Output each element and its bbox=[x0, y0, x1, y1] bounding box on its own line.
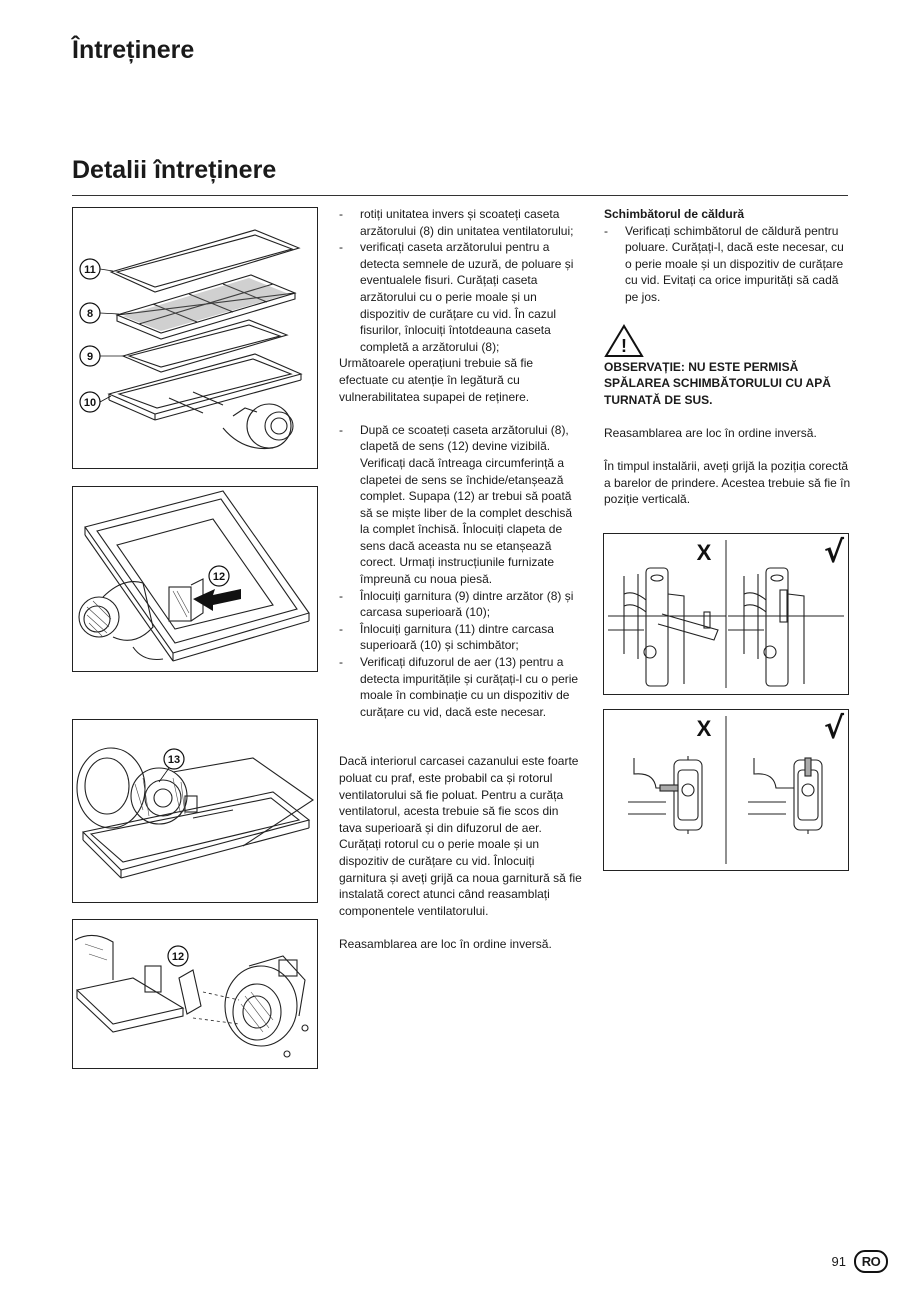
middle-column bbox=[339, 206, 583, 953]
figure-fan-removal bbox=[72, 919, 318, 1069]
label-13: 13 bbox=[167, 754, 181, 766]
figure-air-diffuser bbox=[72, 719, 318, 903]
list-item: - Înlocuiți garnitura (9) dintre arzător (8) și carcasa superioară (10); bbox=[339, 588, 583, 621]
label-10: 10 bbox=[83, 397, 97, 409]
label-11: 11 bbox=[84, 264, 96, 276]
heat-exchanger-list bbox=[604, 223, 852, 306]
warning-symbol: ! bbox=[621, 335, 627, 356]
language-badge: RO bbox=[854, 1250, 888, 1273]
removal-steps-list bbox=[339, 206, 583, 355]
page-footer bbox=[832, 1250, 888, 1273]
page-title: Întreținere bbox=[72, 36, 195, 64]
warning-text: OBSERVAȚIE: NU ESTE PERMISĂ SPĂLAREA SCHIMBĂTORULUI CU APĂ TURNATĂ DE SUS. bbox=[604, 359, 831, 407]
wrong-mark-2: X bbox=[696, 716, 712, 741]
list-item: - verificați caseta arzătorului pentru a detecta semnele de uzură, de poluare și eventualele fisuri. Curățați caseta arzătorului cu o perie moale și un dispozitiv de curățare cu vid. În cazul fisurilor, înlocuiți întotdeauna caseta completă a arzătorului (8); bbox=[339, 239, 583, 355]
label-9: 9 bbox=[86, 351, 94, 363]
figure-clamp-bars-front bbox=[603, 709, 849, 871]
heat-exchanger-heading: Schimbătorul de căldură bbox=[604, 207, 745, 221]
section-divider bbox=[72, 195, 848, 196]
warning-icon bbox=[604, 324, 852, 358]
label-12: 12 bbox=[212, 571, 226, 583]
right-mark-2: √ bbox=[823, 711, 845, 746]
list-item: - Verificați difuzorul de aer (13) pentru a detecta impuritățile și curățați-l cu o perie moale în combinație cu un dispozitiv de curățare cu vid, dacă este necesar. bbox=[339, 654, 583, 720]
label-8: 8 bbox=[86, 308, 94, 320]
list-item: - După ce scoateți caseta arzătorului (8), clapetă de sens (12) devine vizibilă. Verificați dacă întreaga circumferință a clapetei de sens se închide/etanșează complet. Supapa (12) ar trebui să poată să se miște liber de la complet deschisă la complet închisă. Înlocuiți clapeta de sens dacă aceasta nu se etanșează corect. Urmați instrucțiunile furnizate împreună cu noua piesă. bbox=[339, 422, 583, 588]
list-item: - Verificați schimbătorul de căldură pentru poluare. Curățați-l, dacă este necesar, cu o perie moale și un dispozitiv de curățare cu vid. Evitați ca orice impurități să cadă pe jos. bbox=[604, 223, 852, 306]
installation-paragraph: În timpul instalării, aveți grijă la poziția corectă a barelor de prindere. Acestea trebuie să fie în poziție verticală. bbox=[604, 459, 851, 507]
page-number: 91 bbox=[831, 1254, 846, 1269]
right-mark: √ bbox=[823, 535, 845, 570]
valve-caution-paragraph: Următoarele operațiuni trebuie să fie efectuate cu atenție în legătură cu vulnerabilitatea supapei de reținere. bbox=[339, 356, 534, 404]
figure-burner-exploded bbox=[72, 207, 318, 469]
wrong-mark: X bbox=[696, 540, 712, 565]
reassembly-paragraph-2: Reasamblarea are loc în ordine inversă. bbox=[604, 425, 817, 440]
figure-check-valve bbox=[72, 486, 318, 672]
reassembly-paragraph: Reasamblarea are loc în ordine inversă. bbox=[339, 936, 552, 951]
section-title: Detalii întreținere bbox=[72, 156, 277, 184]
list-item: - rotiți unitatea invers și scoateți caseta arzătorului (8) din unitatea ventilatorului; bbox=[339, 206, 583, 239]
label-12b: 12 bbox=[171, 951, 185, 963]
valve-steps-list bbox=[339, 422, 583, 721]
right-column bbox=[604, 206, 852, 508]
fan-cleaning-paragraph: Dacă interiorul carcasei cazanului este foarte poluat cu praf, este probabil ca și rotorul ventilatorului să fie poluat. Pentru a curăța ventilatorul, acesta trebuie să fie scos din tava superioară și din difuzorul de aer. Curățați rotorul cu o perie moale și un dispozitiv de curățare cu vid. Înlocuiți garnitura și aveți grijă ca noua garnitură să fie instalată corect atunci când reasamblați componentele ventilatorului. bbox=[339, 754, 582, 918]
list-item: - Înlocuiți garnitura (11) dintre carcasa superioară (10) și schimbător; bbox=[339, 621, 583, 654]
figure-clamp-bars-side bbox=[603, 533, 849, 695]
